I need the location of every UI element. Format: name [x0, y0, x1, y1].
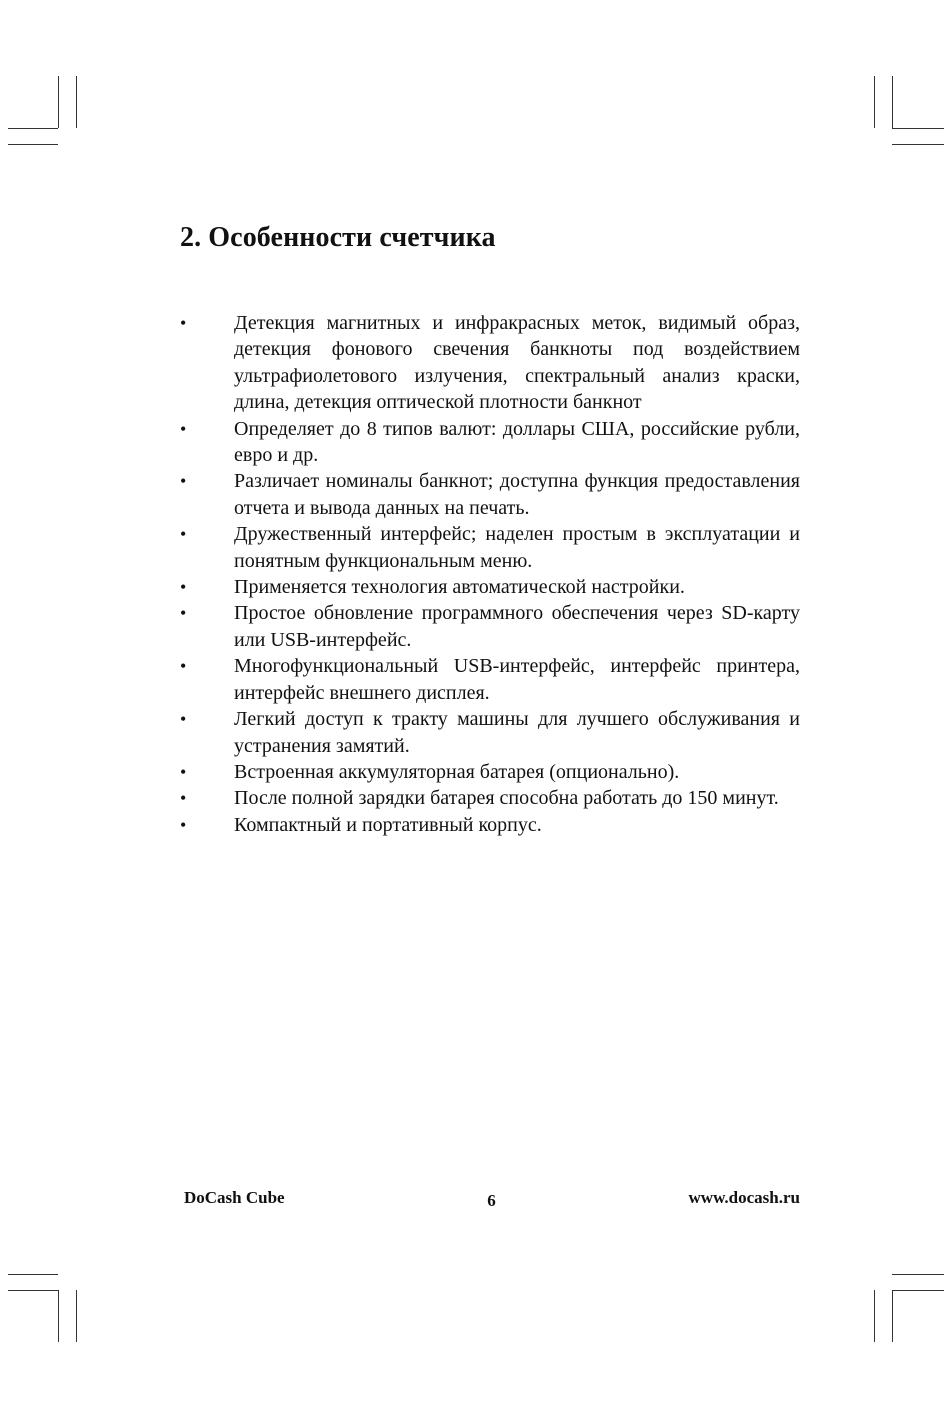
list-item	[180, 706, 800, 759]
bullet-icon: •	[180, 656, 187, 677]
feature-text: Детекция магнитных и инфракрасных меток, видимый образ, детекция фонового свечения банкноты под воздействием ультрафиолетового излучения, спектральный анализ краски, длина, детекция оптической плотности банкнот	[234, 312, 800, 414]
list-item	[180, 785, 800, 811]
crop-mark	[76, 1290, 77, 1342]
crop-mark	[8, 1274, 58, 1275]
bullet-icon: •	[180, 603, 187, 624]
crop-mark	[892, 76, 893, 128]
crop-mark	[76, 76, 77, 128]
crop-mark	[8, 128, 58, 129]
list-item	[180, 521, 800, 574]
list-item	[180, 310, 800, 416]
feature-text: Применяется технология автоматической настройки.	[234, 576, 685, 599]
crop-mark	[58, 1290, 59, 1342]
feature-list	[180, 310, 800, 838]
list-item	[180, 600, 800, 653]
crop-mark	[892, 144, 944, 145]
page-number: 6	[487, 1191, 496, 1210]
bullet-icon: •	[180, 418, 187, 439]
crop-mark	[874, 1290, 875, 1342]
feature-text: Компактный и портативный корпус.	[234, 813, 542, 836]
list-item	[180, 653, 800, 706]
crop-mark	[8, 1290, 58, 1291]
crop-mark	[892, 1290, 944, 1291]
crop-mark	[892, 128, 944, 129]
crop-mark	[58, 76, 59, 128]
bullet-icon: •	[180, 814, 187, 835]
list-item	[180, 574, 800, 600]
list-item	[180, 812, 800, 838]
bullet-icon: •	[180, 788, 187, 809]
bullet-icon: •	[180, 471, 187, 492]
list-item	[180, 468, 800, 521]
feature-text: Дружественный интерфейс; наделен простым в эксплуатации и понятным функциональным меню.	[234, 523, 800, 572]
crop-mark	[892, 1290, 893, 1342]
bullet-icon: •	[180, 709, 187, 730]
list-item	[180, 759, 800, 785]
feature-text: Простое обновление программного обеспечения через SD-карту или USB-интерфейс.	[234, 602, 800, 651]
feature-text: Многофункциональный USB-интерфейс, интерфейс принтера, интерфейс внешнего дисплея.	[234, 655, 800, 704]
feature-text: После полной зарядки батарея способна работать до 150 минут.	[234, 787, 779, 810]
crop-mark	[8, 144, 58, 145]
section-heading: 2. Особенности счетчика	[180, 222, 496, 253]
bullet-icon: •	[180, 524, 187, 545]
feature-text: Встроенная аккумуляторная батарея (опционально).	[234, 760, 680, 783]
feature-text: Различает номиналы банкнот; доступна функция предоставления отчета и вывода данных на печать.	[234, 470, 800, 519]
bullet-icon: •	[180, 577, 187, 598]
footer-product-name: DoCash Cube	[184, 1188, 285, 1207]
footer-website: www.docash.ru	[688, 1188, 800, 1207]
crop-mark	[892, 1274, 944, 1275]
bullet-icon: •	[180, 313, 187, 333]
feature-text: Определяет до 8 типов валют: доллары США, российские рубли, евро и др.	[234, 417, 800, 467]
feature-text: Легкий доступ к тракту машины для лучшего обслуживания и устранения замятий.	[234, 708, 800, 757]
list-item	[180, 416, 800, 469]
bullet-icon: •	[180, 761, 187, 782]
crop-mark	[874, 76, 875, 128]
